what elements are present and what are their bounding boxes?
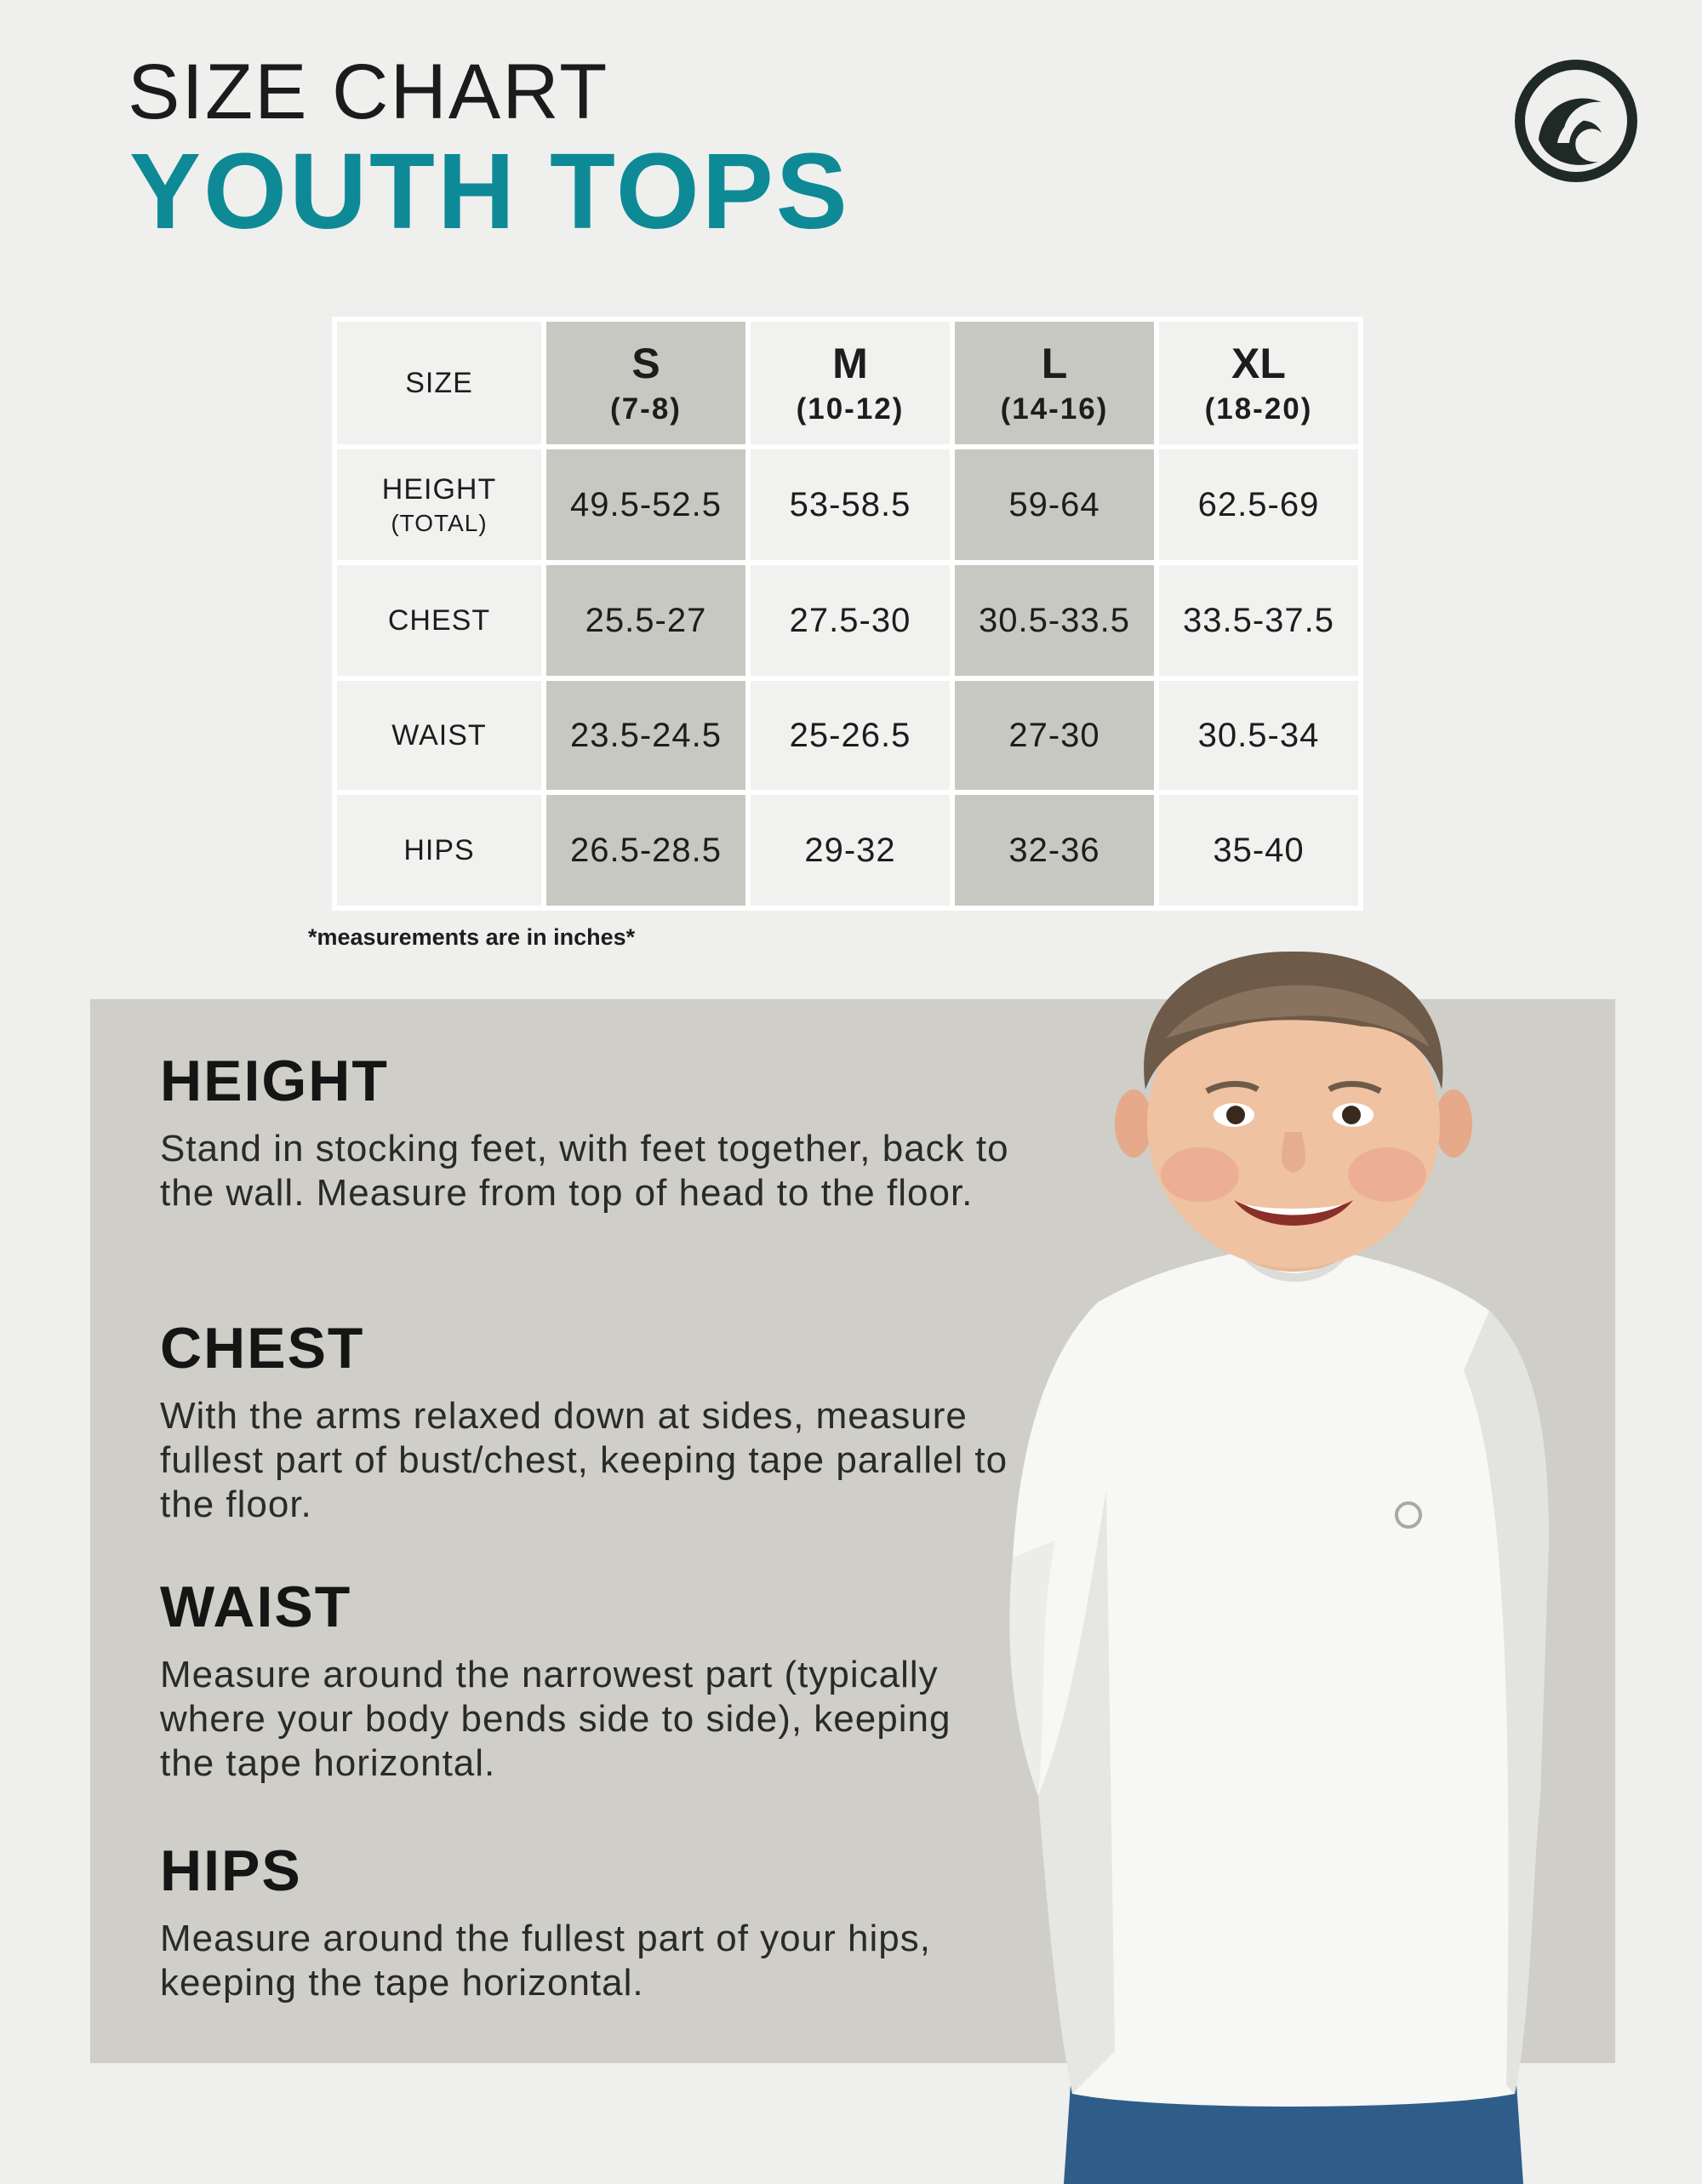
size-label: L	[1041, 339, 1068, 387]
table-row	[334, 447, 1361, 563]
table-cell: 30.5-33.5	[952, 563, 1157, 678]
table-cell: 59-64	[952, 447, 1157, 563]
page-subtitle: SIZE CHART	[128, 49, 609, 135]
child-model-photo	[987, 945, 1583, 2184]
row-label-chest: CHEST	[334, 563, 544, 678]
age-range: (10-12)	[796, 392, 905, 426]
table-row	[334, 792, 1361, 908]
table-cell: 49.5-52.5	[544, 447, 748, 563]
table-cell: 27-30	[952, 678, 1157, 792]
row-sublabel: (TOTAL)	[391, 509, 488, 536]
age-range: (7-8)	[610, 392, 682, 426]
table-cell: 33.5-37.5	[1157, 563, 1361, 678]
instruction-text: Measure around the narrowest part (typically where your body bends side to side), keeping the tape horizontal.	[160, 1654, 951, 1784]
table-cell: 29-32	[748, 792, 952, 908]
table-cell: 30.5-34	[1157, 678, 1361, 792]
row-label-waist: WAIST	[334, 678, 544, 792]
age-range: (14-16)	[1000, 392, 1109, 426]
size-label: XL	[1231, 339, 1286, 387]
table-cell: 32-36	[952, 792, 1157, 908]
size-label: S	[631, 339, 660, 387]
size-table	[332, 317, 1363, 911]
table-cell: 26.5-28.5	[544, 792, 748, 908]
age-range: (18-20)	[1204, 392, 1313, 426]
table-header-row	[334, 319, 1361, 447]
table-cell: 23.5-24.5	[544, 678, 748, 792]
table-row	[334, 563, 1361, 678]
table-row	[334, 678, 1361, 792]
table-cell: 35-40	[1157, 792, 1361, 908]
table-cell: 27.5-30	[748, 563, 952, 678]
instruction-text: With the arms relaxed down at sides, measure fullest part of bust/chest, keeping tape parallel to the floor.	[160, 1395, 1008, 1525]
instruction-text: Stand in stocking feet, with feet together, back to the wall. Measure from top of head to the floor.	[160, 1128, 1009, 1214]
column-header-xl	[1157, 319, 1361, 447]
page-title: YOUTH TOPS	[129, 131, 850, 251]
size-corner-label: SIZE	[334, 319, 544, 447]
column-header-s	[544, 319, 748, 447]
instruction-text: Measure around the fullest part of your hips, keeping the tape horizontal.	[160, 1918, 931, 2004]
instruction-hips	[160, 1838, 1096, 2005]
instruction-heading: HEIGHT	[160, 1049, 389, 1113]
instruction-height	[160, 1049, 1096, 1215]
table-cell: 25-26.5	[748, 678, 952, 792]
column-header-m	[748, 319, 952, 447]
column-header-l	[952, 319, 1157, 447]
table-cell: 25.5-27	[544, 563, 748, 678]
row-label-height	[334, 447, 544, 563]
instruction-heading: HIPS	[160, 1838, 302, 1903]
instruction-heading: CHEST	[160, 1316, 365, 1381]
instruction-heading: WAIST	[160, 1575, 352, 1639]
measurement-note: *measurements are in inches*	[308, 924, 636, 950]
table-cell: 53-58.5	[748, 447, 952, 563]
wave-logo-icon	[1513, 58, 1639, 184]
row-label-text: HEIGHT	[381, 472, 497, 506]
instruction-chest	[160, 1316, 1096, 1527]
size-label: M	[832, 339, 868, 387]
row-label-hips: HIPS	[334, 792, 544, 908]
instruction-waist	[160, 1575, 1096, 1786]
table-cell: 62.5-69	[1157, 447, 1361, 563]
